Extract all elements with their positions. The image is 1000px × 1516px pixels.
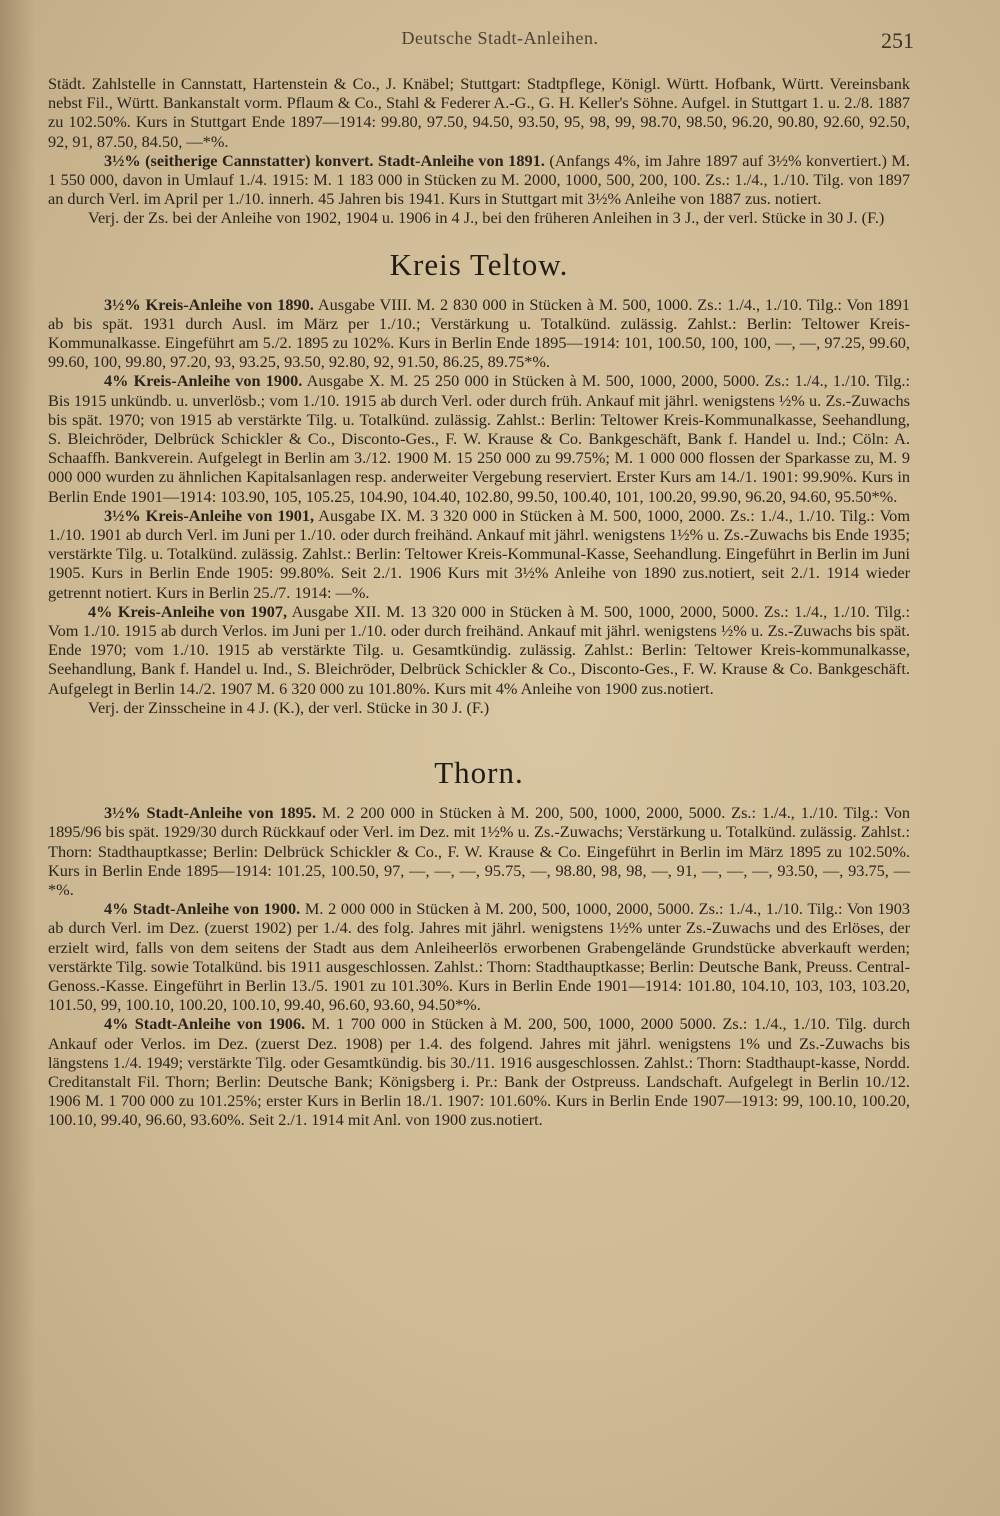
entry-text: (Anfangs 4%, im Jahre 1897 auf 3½% konvertiert.) M. 1 550 000, davon in Umlauf 1./4. 1915: M. 1 183 000 in Stücken zu M. 2000, 1000, 500, 200, 100. Zs.: 1./4., 1./10. Tilg. von 1897 an durch Verl. im April per 1./10. innerh. 45 Jahren bis 1941. Kurs in Stuttgart mit 3½% Anleihe von 1887 zus. notiert. [48, 150, 910, 209]
section-heading-teltow: Kreis Teltow. [389, 246, 569, 282]
entry-heading: 3½% Stadt-Anleihe von 1895. [104, 803, 317, 823]
teltow-loan-1890 [48, 295, 910, 372]
cannstatt-loan-1891 [48, 151, 910, 209]
entry-text: M. 2 200 000 in Stücken à M. 200, 500, 1000, 2000, 5000. Zs.: 1./4., 1./10. Tilg.: Von 1895/96 bis spät. 1929/30 durch Rückkauf oder Verl. im Dez. mit 1½% u. Zs.-Zuwachs; Verstärkung u. Totalkünd. zulässig. Zahlst.: Thorn: Stadthauptkasse; Berlin: Delbrück Schickler & Co., F. W. Krause & Co. Eingeführt in Berlin im März 1895 zu 102.50%. Kurs in Berlin Ende 1895—1914: 101.25, 100.50, 97, —, —, —, 95.75, —, 98.80, 98, 98, —, 91, —, —, —, 93.50, —, 93.75, —*%. [48, 803, 910, 899]
teltow-loan-1900 [48, 371, 910, 505]
entry-text: M. 1 700 000 in Stücken à M. 200, 500, 1000, 2000 5000. Zs.: 1./4., 1./10. Tilg. durch Ankauf oder Verlos. im Dez. (zuerst Dez. 1908) per 1.4. des folgend. Jahres mit jährl. wenigstens 1% und Zs.-Zuwachs bis längstens 1./4. 1949; verstärkte Tilg. oder Gesamtkündig. bis 30./11. 1916 ausgeschlossen. Zahlst.: Thorn: Stadthaupt-kasse, Nordd. Creditanstalt Fil. Thorn; Berlin: Deutsche Bank; Königsberg i. Pr.: Bank der Ostpreuss. Landschaft. Aufgelegt in Berlin 10./12. 1906 M. 1 700 000 zu 101.25%; erster Kurs in Berlin 18./1. 1907: 101.60%. Kurs in Berlin Ende 1907—1913: 99, 100.10, 100.20, 100.10, 99.40, 96.60, 93.60%. Seit 2./1. 1914 mit Anl. von 1900 zus.notiert. [48, 1014, 910, 1130]
thorn-loan-1900 [48, 899, 910, 1014]
page-number: 251 [881, 28, 914, 53]
entry-text: Ausgabe XII. M. 13 320 000 in Stücken à M. 500, 1000, 2000, 5000. Zs.: 1./4., 1./10. Tilg.: Vom 1./10. 1915 ab durch Verlos. im Juni per 1./10. oder durch freihänd. Ankauf mit jährl. wenigstens ½% u. Zs.-Zuwachs bis spät. Ende 1970; vom 1./10. 1915 ab verstärkte Tilg. u. Gesamtkündig. zulässig. Zahlst.: Berlin: Teltower Kreis-kommunalkasse, Seehandlung, Bank f. Handel u. Ind., S. Bleichröder, Delbrück Schickler & Co., Disconto-Ges., F. W. Krause & Co. Bankgeschäft. Aufgelegt in Berlin 14./2. 1907 M. 6 320 000 zu 101.80%. Kurs mit 4% Anleihe von 1900 zus.notiert. [48, 601, 910, 698]
cannstatt-paying-agents: Städt. Zahlstelle in Cannstatt, Hartenstein & Co., J. Knäbel; Stuttgart: Stadtpflege, Königl. Württ. Hofbank, Württ. Vereinsbank nebst Fil., Württ. Bankanstalt vorm. Pflaum & Co., Stahl & Federer A.-G., G. H. Keller's Söhne. Aufgel. in Stuttgart 1. u. 2./8. 1887 zu 102.50%. Kurs in Stuttgart Ende 1897—1914: 99.80, 97.50, 94.50, 93.50, 95, 98, 99, 98.70, 98.50, 96.20, 90.80, 92.60, 92.50, 92, 91, 87.50, 84.50, —*%. [48, 74, 910, 151]
entry-heading: 3½% (seitherige Cannstatter) konvert. Stadt-Anleihe von 1891. [104, 150, 545, 170]
entry-text: Ausgabe VIII. M. 2 830 000 in Stücken à M. 500, 1000. Zs.: 1./4., 1./10. Tilg.: Von 1891 ab bis spät. 1931 durch Ausl. im März per 1./10.; Verstärkung u. Totalkünd. zulässig. Zahlst.: Berlin: Teltower Kreis-Kommunalkasse. Eingeführt am 5./2. 1895 zu 102%. Kurs in Berlin Ende 1895—1914: 101, 100.50, 100, 100, —, —, 97.25, 99.60, 99.60, 100, 99.80, 97.20, 93, 93.25, 93.50, 92.80, 92, 91.50, 86.25, 89.75*%. [48, 294, 910, 372]
teltow-loan-1907 [48, 602, 910, 698]
page-header [0, 28, 1000, 54]
cannstatt-limitation-note: Verj. der Zs. bei der Anleihe von 1902, 1904 u. 1906 in 4 J., bei den früheren Anleihen in 3 J., der verl. Stücke in 30 J. (F.) [88, 208, 885, 228]
teltow-loan-1901 [48, 506, 910, 602]
entry-heading: 3½% Kreis-Anleihe von 1890. [104, 294, 314, 314]
teltow-limitation-note: Verj. der Zinsscheine in 4 J. (K.), der verl. Stücke in 30 J. (F.) [88, 697, 490, 717]
entry-text: M. 2 000 000 in Stücken à M. 200, 500, 1000, 2000, 5000. Zs.: 1./4., 1./10. Tilg.: Von 1903 ab durch Verl. im Dez. (zuerst 1902) per 1./4. des folg. Jahres mit jährl. wenigstens 1½% unter Zs.-Zuwachs und des Erlöses, der erzielt wird, falls von dem seitens der Stadt aus dem Anleiheerlös erworbenen Grabengelände Grundstücke abverkauft werden; verstärkte Tilg. sowie Totalkünd. bis 1911 ausgeschlossen. Zahlst.: Thorn: Stadthauptkasse; Berlin: Deutsche Bank, Preuss. Central-Genoss.-Kasse. Eingeführt in Berlin 13./5. 1901 zu 101.30%. Kurs in Berlin Ende 1901—1914: 101.80, 104.10, 103, 103, 103.20, 101.50, 99, 100.10, 100.20, 100.10, 99.40, 96.60, 93.60, 94.50*%. [48, 899, 910, 1015]
entry-text: Ausgabe IX. M. 3 320 000 in Stücken à M. 500, 1000, 2000. Zs.: 1./4., 1./10. Tilg.: Vom 1./10. 1901 ab durch Verl. im Juni per 1./10. oder durch freihänd. Ankauf mit jährl. wenigstens 1½% u. Zs.-Zuwachs bis Ende 1935; verstärkte Tilg. u. Totalkünd. zulässig. Zahlst.: Berlin: Teltower Kreis-Kommunal-Kasse, Seehandlung. Eingeführt in Berlin im Juni 1905. Kurs in Berlin Ende 1905: 99.80%. Seit 2./1. 1906 Kurs mit 3½% Anleihe von 1890 zus.notiert, seit 2./1. 1914 wieder getrennt notiert. Kurs in Berlin 25./7. 1914: —%. [48, 505, 910, 602]
entry-heading: 4% Kreis-Anleihe von 1900. [104, 371, 303, 391]
page-body [48, 74, 910, 1130]
thorn-loan-1906 [48, 1014, 910, 1129]
running-title: Deutsche Stadt-Anleihen. [401, 28, 599, 48]
entry-text: Ausgabe X. M. 25 250 000 in Stücken à M. 500, 1000, 2000, 5000. Zs.: 1./4., 1./10. Tilg.: Bis 1915 unkündb. u. unverlösb.; vom 1./10. 1915 ab durch Verl. oder durch früh. Ankauf mit jährl. wenigstens ½% u. Zs.-Zuwachs bis spät. 1970; von 1915 ab verstärkte Tilg. u. Totalkünd. zulässig. Zahlst.: Berlin: Teltower Kreis-Kommunalkasse, Seehandlung, S. Bleichröder, Delbrück Schickler & Co., Disconto-Ges., F. W. Krause & Co. Bankgeschäft, Bank f. Handel u. Ind.; Cöln: A. Schaaffh. Bankverein. Aufgelegt in Berlin am 3./12. 1900 M. 15 250 000 zu 99.75%; M. 1 000 000 flossen der Sparkasse zu, M. 9 000 000 wurden zu ähnlichen Kapitalsanlagen resp. anderweiter Vergebung reserviert. Erster Kurs am 14./1. 1901: 99.90%. Kurs in Berlin Ende 1901—1914: 103.90, 105, 105.25, 104.90, 104.40, 102.80, 99.50, 100.40, 101, 100.20, 99.90, 96.20, 94.60, 95.50*%. [48, 371, 910, 506]
section-heading-thorn: Thorn. [434, 755, 524, 791]
entry-heading: 4% Stadt-Anleihe von 1906. [104, 1014, 306, 1034]
thorn-loan-1895 [48, 803, 910, 899]
entry-heading: 4% Kreis-Anleihe von 1907, [88, 601, 288, 621]
entry-heading: 4% Stadt-Anleihe von 1900. [104, 899, 301, 919]
entry-heading: 3½% Kreis-Anleihe von 1901, [104, 505, 315, 525]
